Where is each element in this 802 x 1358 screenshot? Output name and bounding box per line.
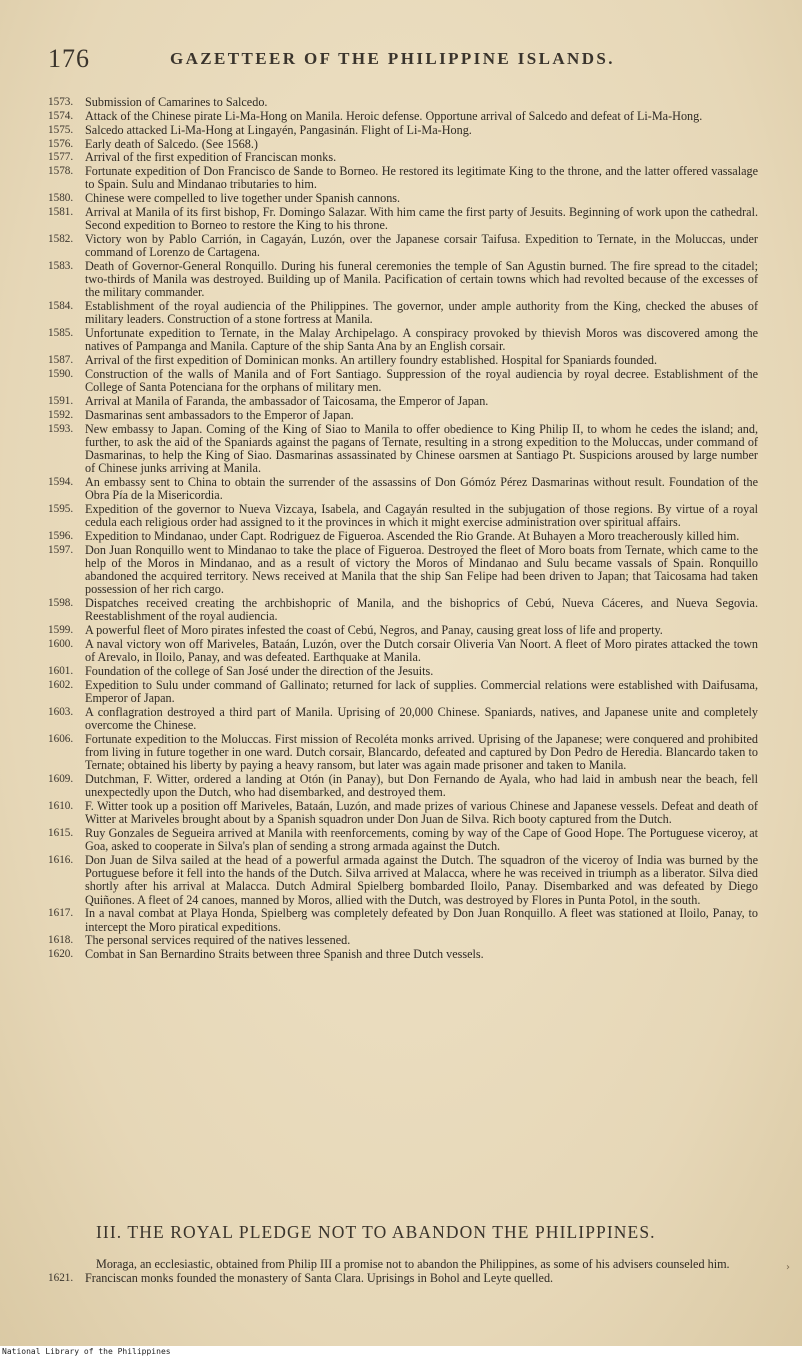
entry-year: 1582.: [48, 233, 74, 246]
chronology-entry: [48, 934, 758, 947]
chronology-entry: [48, 544, 758, 597]
entry-year: 1591.: [48, 395, 74, 408]
entry-text: Foundation of the college of San José under the direction of the Jesuits.: [85, 664, 434, 679]
entry-text: Victory won by Pablo Carrión, in Cagayán, Luzón, over the Japanese corsair Taifusa. Expedition to Ternate, in the Moluccas, under command of Lorenzo de Cartagena.: [85, 232, 758, 260]
entry-text: Expedition to Mindanao, under Capt. Rodriguez de Figueroa. Ascended the Rio Grande. At Buhayen a Moro treacherously killed him.: [85, 529, 740, 544]
entry-year: 1615.: [48, 827, 74, 840]
chronology-entry: [48, 907, 758, 933]
entry-year: 1601.: [48, 665, 74, 678]
entry-year: 1583.: [48, 260, 74, 273]
entry-year: 1592.: [48, 408, 74, 421]
entry-text: Dutchman, F. Witter, ordered a landing at Otón (in Panay), but Don Fernando de Ayala, who had laid in ambush near the beach, fell unexpectedly upon the Dutch, who had disembarked, and destroyed them.: [85, 772, 758, 800]
entry-text: In a naval combat at Playa Honda, Spielberg was completely defeated by Don Juan Ronquillo. A fleet was stationed at Iloilo, Panay, to intercept the Moro piratical expeditions.: [85, 906, 758, 934]
entry-year: 1602.: [48, 678, 74, 691]
entry-year: 1596.: [48, 530, 74, 543]
running-title: GAZETTEER OF THE PHILIPPINE ISLANDS.: [170, 49, 615, 68]
entry-year: 1576.: [48, 137, 74, 150]
entry-year: 1603.: [48, 705, 74, 718]
entry-text: Death of Governor-General Ronquillo. During his funeral ceremonies the temple of San Agustin burned. The fire spread to the citadel; two-thirds of Manila was destroyed. Building up of Manila. Pacification of certain towns which had revolted because of the excesses of the military commander.: [85, 259, 758, 300]
entry-year: 1597.: [48, 543, 74, 556]
section-body: [48, 1258, 758, 1287]
chronology-entry: [48, 733, 758, 772]
entry-text: The personal services required of the natives lessened.: [85, 933, 351, 948]
page-number: 176: [48, 44, 90, 73]
entry-year: 1617.: [48, 907, 74, 920]
entry-text: Unfortunate expedition to Ternate, in the Malay Archipelago. A conspiracy provoked by thievish Moros was discovered among the natives of Pampanga and Manila. Capture of the ship Santa Ana by an English corsair.: [85, 326, 758, 354]
entry-text: Don Juan Ronquillo went to Mindanao to take the place of Figueroa. Destroyed the fleet of Moro boats from Ternate, which came to the help of the Moros in Mindanao, and as a result of victory the Moros of Mindanao and Sulu became vassals of Spain. Ronquillo abandoned the acquired territory. News received at Manila that the ship San Felipe had been driven to Japan; that Taicosama had taken possession of her rich cargo.: [85, 542, 758, 597]
entry-year: 1587.: [48, 354, 74, 367]
chronology-entry: [48, 192, 758, 205]
chronology-entries: [48, 96, 758, 962]
chronology-entry: [48, 638, 758, 664]
chronology-entry: [48, 423, 758, 476]
entry-text: Attack of the Chinese pirate Li-Ma-Hong on Manila. Heroic defense. Opportune arrival of Salcedo and defeat of Li-Ma-Hong.: [85, 108, 703, 123]
chronology-entry: [48, 773, 758, 799]
running-head: [48, 44, 768, 80]
entry-text: A conflagration destroyed a third part of Manila. Uprising of 20,000 Chinese. Spaniards, natives, and Japanese unite and completely overcome the Chinese.: [85, 704, 758, 733]
entry-year: 1600.: [48, 638, 74, 651]
entry-text: F. Witter took up a position off Mariveles, Bataán, Luzón, and made prizes of various Chinese and Japanese vessels. Defeat and death of Witter at Mariveles brought about by a Spanish squadron under Don Juan de Silva. Rich booty captured from the Dutch.: [85, 799, 758, 827]
entry-text: Fortunate expedition to the Moluccas. First mission of Recoléta monks arrived. Uprising of the Japanese; were conquered and prohibited from living in future together in one ward. Dutch corsair, Blancardo, defeated and captured by Don Pedro de Heredia. Blancardo taken to Ternate; obtained his liberty by paying a heavy ransom, but later was again made prisoner and taken to Manila.: [85, 731, 758, 773]
entry-text: Chinese were compelled to live together under Spanish cannons.: [85, 191, 401, 206]
entry-year: 1580.: [48, 192, 74, 205]
chronology-entry: [48, 138, 758, 151]
chronology-entry: [48, 854, 758, 907]
entry-text: Combat in San Bernardino Straits between three Spanish and three Dutch vessels.: [85, 947, 484, 962]
entry-text: A naval victory won off Mariveles, Bataán, Luzón, over the Dutch corsair Oliveria Van Noort. A fleet of Moro pirates attacked the town of Arevalo, in Iloilo, Panay, and was defeated. Earthquake at Manila.: [85, 637, 758, 665]
entry-year: 1574.: [48, 109, 74, 122]
entry-year: 1618.: [48, 934, 74, 947]
entry-year: 1584.: [48, 300, 74, 313]
entry-text: An embassy sent to China to obtain the surrender of the assassins of Don Gómóz Pérez Dasmarinas without result. Foundation of the Obra Pía de la Misericordia.: [85, 475, 758, 503]
entry-year: 1609.: [48, 773, 74, 786]
entry-text: Don Juan de Silva sailed at the head of a powerful armada against the Dutch. The squadron of the viceroy of India was burned by the Portuguese before it fell into the hands of the Dutch. Silva arrived at Malacca, where he was received in triumph as a liberator. Silva died shortly after his arrival at Malacca. Dutch Admiral Spielberg bombarded Iloilo, Panay. Disembarked and was defeated by Diego Quiñones. A fleet of 24 canoes, manned by Moros, allied with the Dutch, was destroyed by Flores in Punta Potol, in the south.: [85, 853, 758, 907]
entry-text: Arrival of the first expedition of Franciscan monks.: [85, 150, 337, 165]
chronology-entry: [48, 800, 758, 826]
entry-text: Submission of Camarines to Salcedo.: [85, 95, 268, 109]
entry-year: 1573.: [48, 96, 74, 108]
entry-year: 1577.: [48, 151, 74, 164]
chronology-entry: [48, 706, 758, 732]
entry-text: Arrival at Manila of its first bishop, Fr. Domingo Salazar. With him came the first party of Jesuits. Beginning of work upon the cathedral. Second expedition to Borneo to restore the King to his throne.: [85, 205, 758, 233]
entry-year: 1590.: [48, 368, 74, 381]
chronology-entry: [48, 165, 758, 191]
entry-text: New embassy to Japan. Coming of the King of Siao to Manila to offer obedience to King Philip II, to whom he cedes the island; and, further, to ask the aid of the Spaniards against the pagans of Ternate, resulting in a strong expedition to the Moluccas, under command of Dasmarinas, to help the King of Siao. Dasmarinas assassinated by Chinese oarsmen at Santiago Pt. Suspicions aroused by large number of Chinese junks arriving at Manila.: [85, 421, 758, 476]
entry-year: 1620.: [48, 948, 74, 961]
entry-year: 1581.: [48, 206, 74, 219]
entry-year: 1585.: [48, 327, 74, 340]
entry-text: A powerful fleet of Moro pirates infested the coast of Cebú, Negros, and Panay, causing great loss of life and property.: [85, 623, 663, 638]
chronology-entry: [48, 260, 758, 299]
entry-year: 1578.: [48, 165, 74, 178]
entry-text: Dasmarinas sent ambassadors to the Emperor of Japan.: [85, 407, 354, 422]
entry-year: 1594.: [48, 476, 74, 489]
entry-year: 1616.: [48, 854, 74, 867]
chronology-entry: [48, 679, 758, 705]
section-paragraph: Moraga, an ecclesiastic, obtained from Philip III a promise not to abandon the Philippines, as some of his advisers counseled him.: [96, 1257, 730, 1271]
chronology-entry: [48, 206, 758, 232]
entry-year: 1575.: [48, 123, 74, 136]
entry-text: Expedition to Sulu under command of Gallinato; returned for lack of supplies. Commercial relations were established with Daifusama, Emperor of Japan.: [85, 677, 758, 706]
chronology-entry: [48, 503, 758, 529]
entry-year: 1606.: [48, 732, 74, 745]
chronology-entry: [48, 948, 758, 961]
chronology-entry: [48, 476, 758, 502]
final-entry: [48, 1272, 758, 1285]
entry-text: Ruy Gonzales de Segueira arrived at Manila with reenforcements, coming by way of the Cape of Good Hope. The Portuguese viceroy, at Goa, asked to cooperate in Silva's plan of sending a strong armada against the Dutch.: [85, 826, 758, 854]
chronology-entry: [48, 395, 758, 408]
margin-mark: ›: [786, 1262, 790, 1273]
entry-text: Dispatches received creating the archbishopric of Manila, and the bishoprics of Cebú, Nueva Cáceres, and Nueva Segovia. Reestablishment of the royal audiencia.: [85, 596, 758, 624]
chronology-entry: [48, 233, 758, 259]
library-credit: National Library of the Philippines: [2, 1347, 171, 1356]
chronology-entry: [48, 151, 758, 164]
footer-bar: [0, 1346, 802, 1358]
entry-year: 1599.: [48, 624, 74, 637]
chronology-entry: [48, 354, 758, 367]
chronology-entry: [48, 530, 758, 543]
chronology-entry: [48, 409, 758, 422]
entry-year: 1593.: [48, 422, 74, 435]
entry-text: Franciscan monks founded the monastery of Santa Clara. Uprisings in Bohol and Leyte quelled.: [85, 1271, 554, 1286]
entry-year: 1595.: [48, 503, 74, 516]
entry-year: 1621.: [48, 1272, 74, 1285]
chronology-entry: [48, 368, 758, 394]
chronology-entry: [48, 597, 758, 623]
section-heading: III. THE ROYAL PLEDGE NOT TO ABANDON THE PHILIPPINES.: [96, 1222, 656, 1242]
entry-text: Arrival of the first expedition of Dominican monks. An artillery foundry established. Hospital for Spaniards founded.: [85, 353, 658, 368]
chronology-entry: [48, 300, 758, 326]
chronology-entry: [48, 327, 758, 353]
entry-text: Establishment of the royal audiencia of the Philippines. The governor, under ample authority from the King, checked the abuses of military leaders. Construction of a stone fortress at Manila.: [85, 299, 758, 327]
entry-text: Fortunate expedition of Don Francisco de Sande to Borneo. He restored its legitimate King to the throne, and the latter offered vassalage to Spain. Sulu and Mindanao tributaries to him.: [85, 164, 758, 192]
entry-year: 1610.: [48, 800, 74, 813]
entry-text: Expedition of the governor to Nueva Vizcaya, Isabela, and Cagayán resulted in the subjugation of those regions. By virtue of a royal cedula each religious order had assigned to it the provinces in which it might exercise administration over spiritual affairs.: [85, 502, 758, 530]
chronology-entry: [48, 96, 758, 109]
entry-text: Arrival at Manila of Faranda, the ambassador of Taicosama, the Emperor of Japan.: [85, 394, 489, 409]
chronology-entry: [48, 110, 758, 123]
chronology-entry: [48, 827, 758, 853]
chronology-entry: [48, 665, 758, 678]
entry-text: Construction of the walls of Manila and of Fort Santiago. Suppression of the royal audiencia by royal decree. Establishment of the College of Santa Potenciana for the orphans of military men.: [85, 367, 758, 395]
entry-text: Early death of Salcedo. (See 1568.): [85, 136, 258, 151]
entry-text: Salcedo attacked Li-Ma-Hong at Lingayén, Pangasinán. Flight of Li-Ma-Hong.: [85, 122, 472, 137]
chronology-entry: [48, 124, 758, 137]
chronology-entry: [48, 624, 758, 637]
entry-year: 1598.: [48, 597, 74, 610]
